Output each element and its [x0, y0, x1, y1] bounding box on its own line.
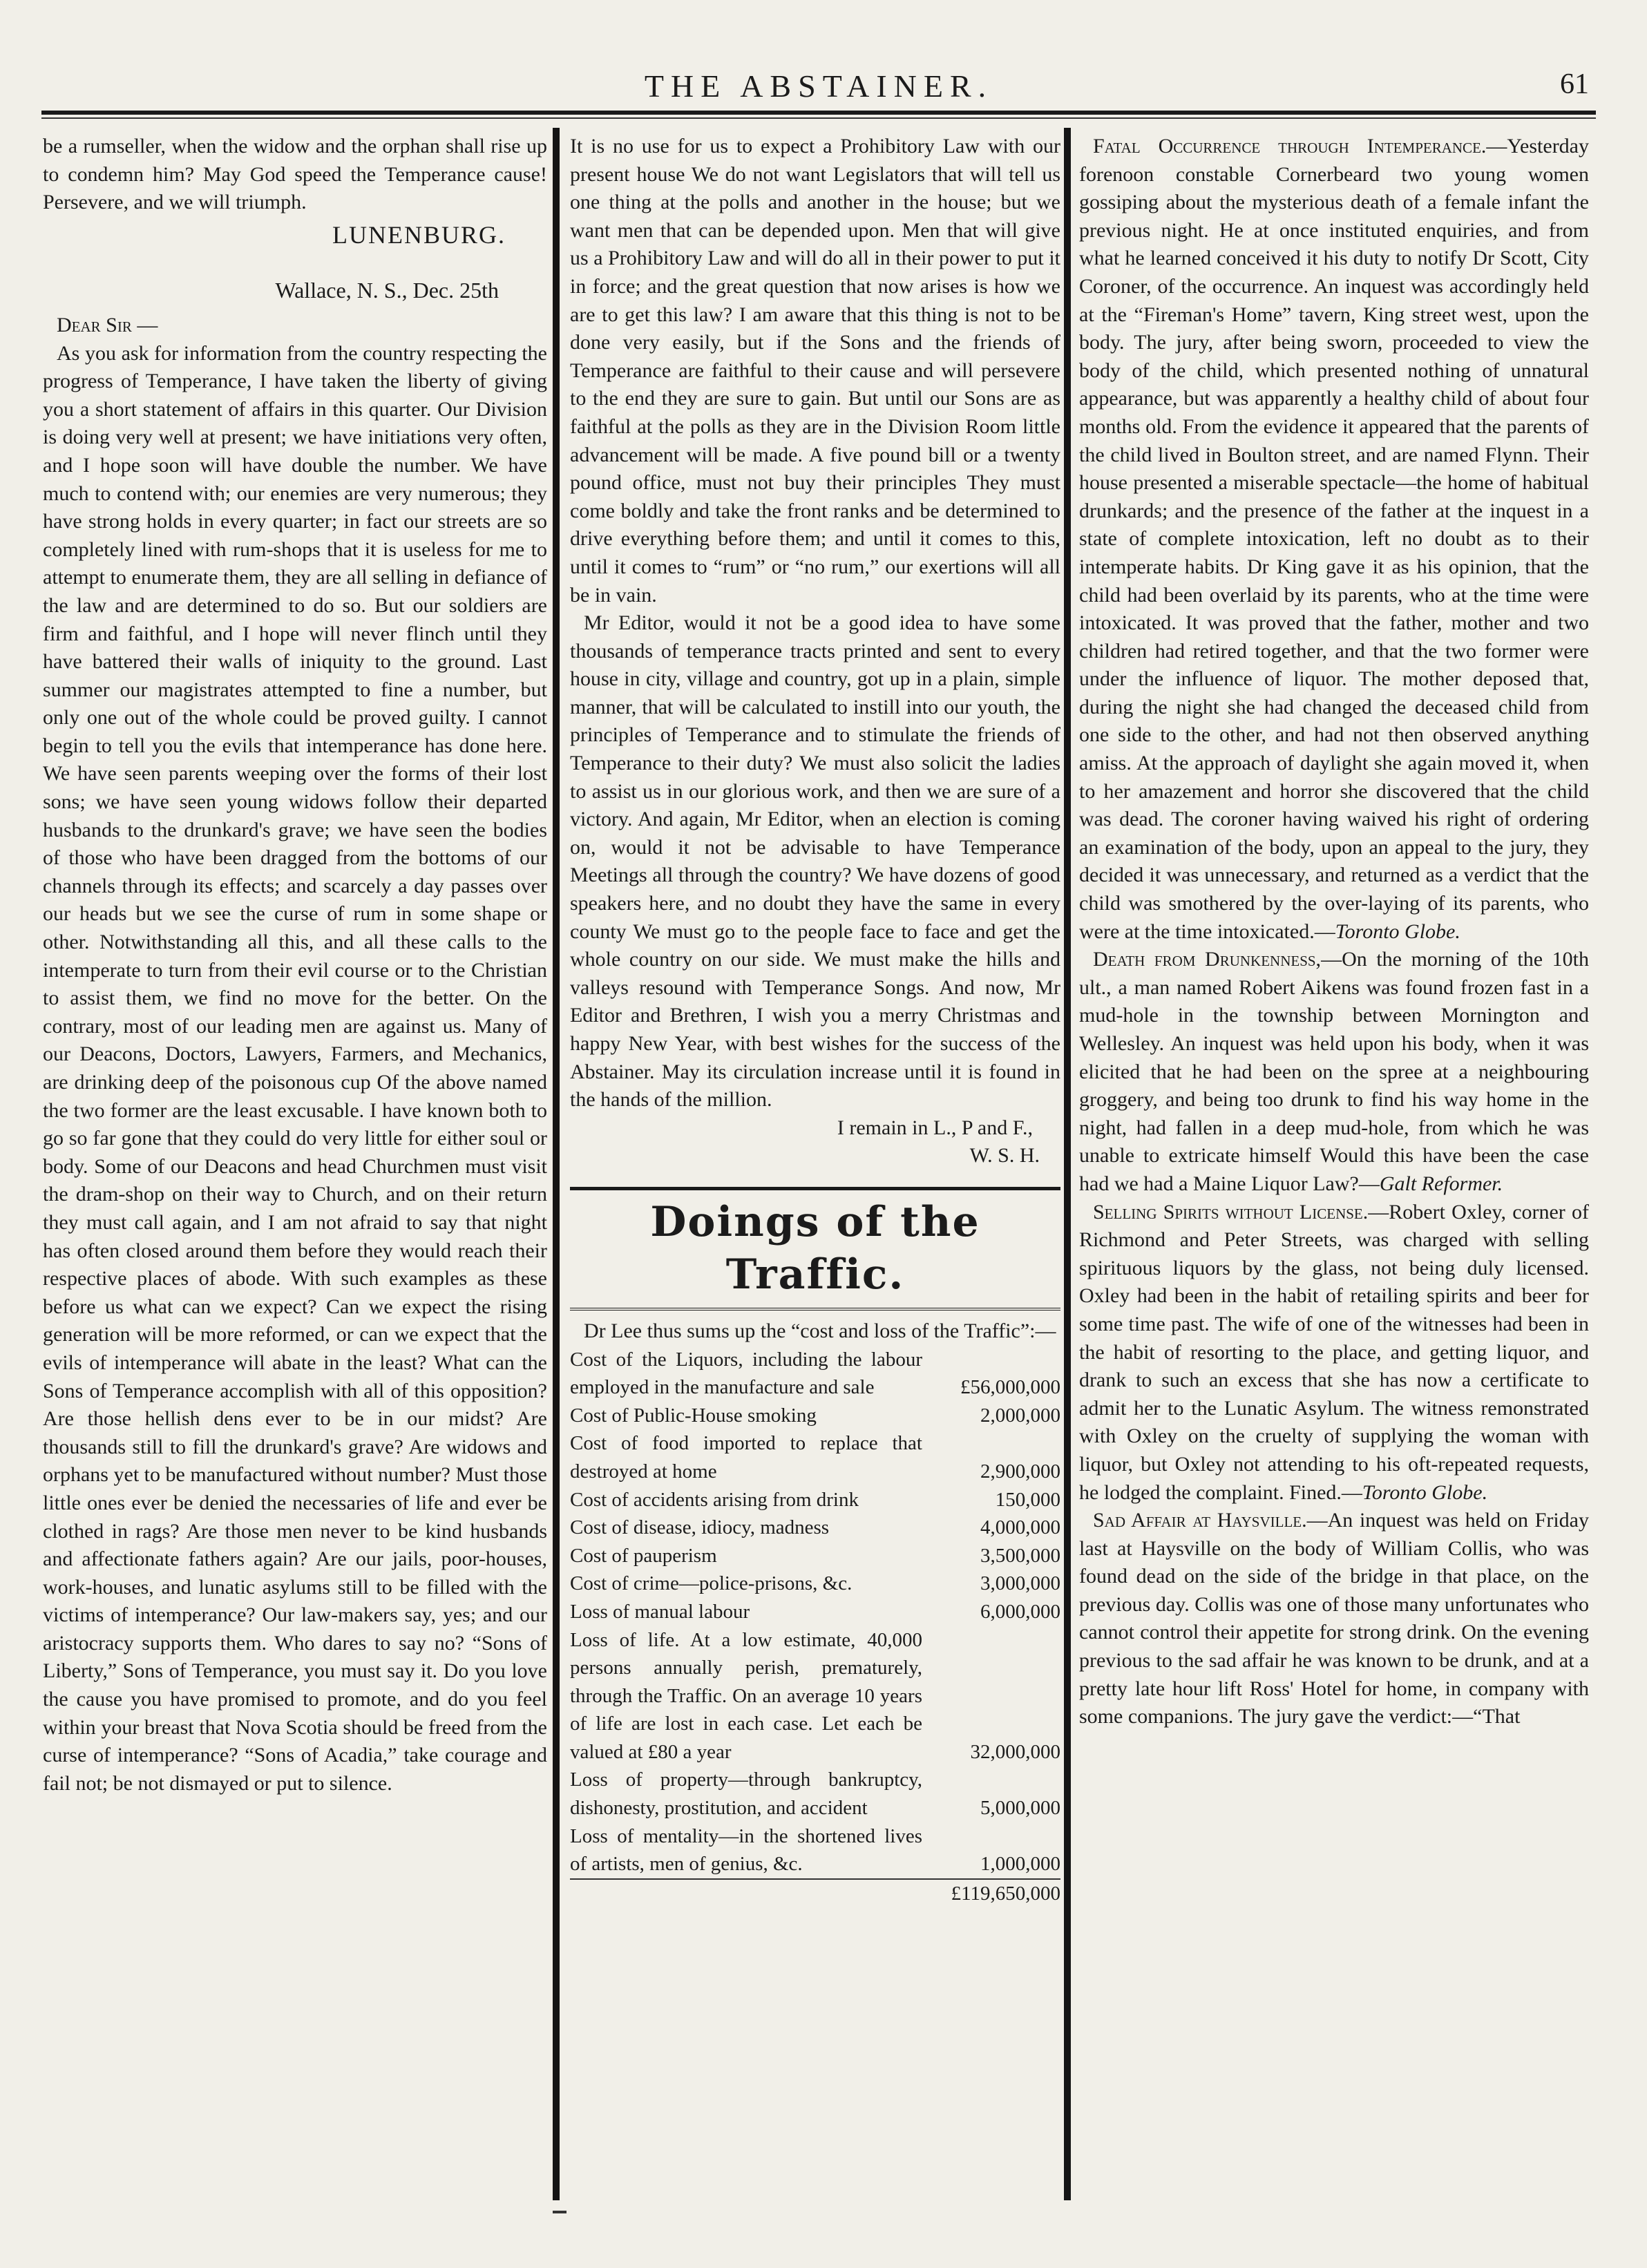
- cost-amount: £56,000,000: [960, 1376, 1060, 1399]
- col1-dateline: Wallace, N. S., Dec. 25th: [275, 278, 499, 303]
- table-row: [570, 1542, 1060, 1570]
- header-rule: [41, 111, 1596, 115]
- article-sad-affair-haysville: [1079, 1507, 1589, 1731]
- article-heading: Selling Spirits without License.: [1093, 1200, 1369, 1223]
- article-source: Galt Reformer.: [1379, 1172, 1503, 1195]
- header-rule-thin: [41, 117, 1596, 119]
- column-1: [43, 133, 547, 1798]
- cost-label: Loss of life. At a low estimate, 40,000 persons annually perish, prematurely, through the Traffic. On an average 10 years of life are lost in each case. Let each be valued at £80 a year: [570, 1628, 922, 1763]
- table-row: [570, 1514, 1060, 1542]
- table-row: [570, 1822, 1060, 1879]
- column-rule-1: [553, 128, 560, 2200]
- column-2: [570, 133, 1060, 1907]
- table-row: [570, 1402, 1060, 1430]
- table-row: [570, 1570, 1060, 1598]
- cost-amount: 1,000,000: [980, 1853, 1060, 1876]
- cost-label: Cost of Public-House smoking: [570, 1404, 817, 1427]
- cost-label: Cost of food imported to replace that destroyed at home: [570, 1432, 922, 1483]
- cost-amount: 3,000,000: [980, 1572, 1060, 1595]
- cost-label: Cost of crime—police-prisons, &c.: [570, 1572, 853, 1595]
- cost-label: Cost of disease, idiocy, madness: [570, 1516, 830, 1539]
- cost-amount: 150,000: [995, 1488, 1060, 1511]
- cost-total: £119,650,000: [922, 1879, 1060, 1908]
- section-heading-doings-of-the-traffic: Doings of the Traffic.: [570, 1187, 1060, 1311]
- table-row: [570, 1626, 1060, 1766]
- table-row: [570, 1429, 1060, 1485]
- cost-amount: 5,000,000: [980, 1797, 1060, 1820]
- col2-initials: W. S. H.: [969, 1144, 1040, 1168]
- article-selling-spirits: [1079, 1199, 1589, 1507]
- cost-label: Cost of pauperism: [570, 1544, 717, 1567]
- table-row: [570, 1346, 1060, 1402]
- page-foot-mark: [553, 2211, 567, 2213]
- cost-amount: 6,000,000: [980, 1600, 1060, 1623]
- article-heading: Fatal Occurrence through Intemperance.: [1093, 135, 1487, 158]
- table-row: [570, 1766, 1060, 1822]
- masthead: [41, 61, 1596, 115]
- cost-label: Cost of accidents arising from drink: [570, 1488, 859, 1511]
- cost-label: Cost of the Liquors, including the labour employed in the manufacture and sale: [570, 1348, 922, 1399]
- cost-amount: 3,500,000: [980, 1544, 1060, 1567]
- column-3: [1079, 133, 1589, 1731]
- table-row: [570, 1486, 1060, 1514]
- column-rule-2: [1064, 128, 1071, 2200]
- cost-label: Loss of manual labour: [570, 1600, 750, 1623]
- col2-paragraph-2: Mr Editor, would it not be a good idea to have some thousands of temperance tracts printed and sent to every house in city, village and country, got up in a plain, simple manner, that will be calculated to instill into our youth, the principles of Temperance and to stimulate the friends of Temperance to their duty? We must also solicit the ladies to assist us in our glorious work, and then we are sure of a victory. And again, Mr Editor, when an election is coming on, would it not be advisable to have Temperance Meetings all through the country? We have dozens of good speakers here, and no doubt they have the same in every county We must go to the people face to face and get the whole country on our side. We must make the hills and valleys resound with Temperance Songs. And now, Mr Editor and Brethren, I wish you a merry Christmas and happy New Year, with best wishes for the success of the Abstainer. May its circulation increase until it is found in the hands of the million.: [570, 611, 1060, 1112]
- cost-amount: 2,000,000: [980, 1404, 1060, 1427]
- article-body: —Yesterday forenoon constable Cornerbeard two young women gossiping about the mysterious death of a female infant the previous night. He at once instituted enquiries, and from what he learned conceived it his duty to notify Dr Scott, City Coroner, of the occurrence. An inquest was accordingly held at the “Fireman's Home” tavern, King street west, upon the body. The jury, after being sworn, proceeded to view the body of the child, which presented nothing of unnatural appearance, but was apparently a healthy child of about four months old. From the evidence it appeared that the parents of the child lived in Boulton street, and are named Flynn. Their house presented a miserable spectacle—the home of habitual drunkards; and the presence of the father at the inquest in a state of complete intoxication, left no doubt as to their intemperate habits. Dr King gave it as his opinion, that the child had been overlaid by its parents, who at the time were intoxicated. It was proved that the father, mother and two children had retired together, and that the two former were under the influence of liquor. The mother deposed that, during the night she had changed the deceased child from one side to the other, and had not then observed anything amiss. At the approach of daylight she again moved it, when to her amazement and horror she discovered that the child was dead. The coroner having waived his right of ordering an examination of the body, upon an appeal to the jury, they decided it was unnecessary, and returned as a verdict that the child was smothered by the over-laying of its parents, who were at the time intoxicated.—: [1079, 135, 1589, 943]
- article-source: Toronto Globe.: [1362, 1480, 1488, 1504]
- article-heading: Death from Drunkenness,: [1093, 948, 1322, 971]
- col2-paragraph-1: It is no use for us to expect a Prohibitory Law with our present house We do not want Legislators that will tell us one thing at the polls and another in the house; but we want men that can be depended upon. Men that will give us a Prohibitory Law and will do all in their power to put it in force; and the great question that now arises is how we are to get this law? I am aware that this thing is not to be done very easily, but if the Sons and the friends of Temperance are faithful to their cause and will persevere to the end they are sure to gain. But until our Sons are as faithful at the polls as they are in the Division Room little advancement will be made. A five pound bill or a twenty pound office, must not buy their principles They must come boldly and take the front ranks and be determined to drive everything before them; and until it comes to this, until it comes to “rum” or “no rum,” our exertions will all be in vain.: [570, 135, 1060, 607]
- col1-signature: LUNENBURG.: [332, 220, 506, 249]
- col1-letter-body: As you ask for information from the country respecting the progress of Temperance, I have taken the liberty of giving you a short statement of affairs in this quarter. Our Division is doing very well at present; we have initiations very often, and I hope soon will have double the number. We have much to contend with; our enemies are very numerous; they have strong holds in every quarter; in fact our streets are so completely lined with rum-shops that it is useless for me to attempt to enumerate them, they are all selling in defiance of the law and are determined to do so. But our soldiers are firm and faithful, and I hope will never flinch until they have battered their walls of iniquity to the ground. Last summer our magistrates attempted to fine a number, but only one out of the whole could be proved guilty. I cannot begin to tell you the evils that intemperance has done here. We have seen parents weeping over the forms of their lost sons; we have seen young widows follow their departed husbands to the drunkard's grave; we have seen the bodies of those who have been dragged from the bottoms of our channels through its effects; and scarcely a day passes over our heads but we see the curse of rum in some shape or other. Notwithstanding all this, and all these calls to the intemperate to turn from their evil course or to the Christian to assist them, we find no move for the better. On the contrary, most of our leading men are against us. Many of our Deacons, Doctors, Lawyers, Farmers, and Mechanics, are drinking deep of the poisonous cup Of the above named the two former are the least excusable. I have known both to go so far gone that they could do very little for either soul or body. Some of our Deacons and head Churchmen must visit the dram-shop on their way to Church, and on their return they must call again, and I am not afraid to say that night has often closed around them before they would reach their respective places of abode. With such examples as these before us what can we expect? Can we expect the rising generation will be more reformed, or can we expect that the evils of intemperance will abate in the least? What can the Sons of Temperance accomplish with all of this opposition? Are those hellish dens ever to be in our midst? Are thousands still to fill the drunkard's grave? Are widows and orphans yet to be manufactured without number? Must those little ones ever be denied the necessaries of life and ever be clothed in rags? Are those men never to be kind husbands and affectionate fathers again? Are our jails, poor-houses, work-houses, and lunatic asylums still to be filled with the victims of intemperance? Our law-makers say, yes; and our aristocracy supports them. Who dares to say no? “Sons of Liberty,” Sons of Temperance, you must say it. Do you love the cause you have promised to promote, and do you feel within your breast that Nova Scotia should be freed from the curse of intemperance? “Sons of Acadia,” take courage and fail not; be not dismayed or put to silence.: [43, 341, 547, 1795]
- cost-label: Loss of mentality—in the shortened lives of artists, men of genius, &c.: [570, 1824, 922, 1876]
- article-heading: Sad Affair at Haysville.: [1093, 1509, 1307, 1532]
- article-fatal-occurrence: [1079, 133, 1589, 946]
- article-source: Toronto Globe.: [1335, 919, 1460, 943]
- col1-opening-paragraph: be a rumseller, when the widow and the orphan shall rise up to condemn him? May God speed the Temperance cause! Persevere, and we will triumph.: [43, 135, 547, 214]
- article-body: —On the morning of the 10th ult., a man named Robert Aikens was found frozen fast in a mud-hole in the township between Mornington and Wellesley. An inquest was held upon his body, when it was elicited that he had been on the spree at a neighbouring groggery, and being too drunk to find his way home in the night, had fallen in a deep mud-hole, from which he was unable to extricate himself Would this have been the case had we had a Maine Liquor Law?—: [1079, 948, 1589, 1195]
- page-title: THE ABSTAINER.: [644, 68, 993, 104]
- article-body: —An inquest was held on Friday last at Haysville on the body of William Collis, who was found dead on the side of the bridge in that place, on the previous day. Collis was one of those many unfortunates who cannot control their appetite for strong drink. On the evening previous to the sad affair he was known to be drunk, and at a pretty late hour lift Ross' Hotel for home, in company with some companions. The jury gave the verdict:—“That: [1079, 1509, 1589, 1728]
- article-body: —Robert Oxley, corner of Richmond and Peter Streets, was charged with selling spirituous liquors by the glass, not being duly licensed. Oxley had been in the habit of retailing spirits and beer for some time past. The wife of one of the witnesses had been in the habit of resorting to the place, and getting liquor, and drank to such an excess that she has now a certificate to admit her to the Lunatic Asylum. The witness remonstrated with Oxley on the cruelty of supplying the woman with liquor, but Oxley not attending to his oft-repeated requests, he lodged the complaint. Fined.—: [1079, 1200, 1589, 1504]
- cost-amount: 4,000,000: [980, 1516, 1060, 1539]
- page-number: 61: [1560, 68, 1589, 100]
- traffic-cost-table: [570, 1346, 1060, 1908]
- article-death-from-drunkenness: [1079, 946, 1589, 1198]
- col1-salutation: Dear Sir —: [57, 313, 158, 336]
- cost-amount: 2,900,000: [980, 1460, 1060, 1483]
- cost-label: Loss of property—through bankruptcy, dishonesty, prostitution, and accident: [570, 1769, 922, 1820]
- cost-amount: 32,000,000: [970, 1740, 1060, 1763]
- col2-closing: I remain in L., P and F.,: [837, 1116, 1033, 1139]
- table-total-row: [570, 1879, 1060, 1908]
- table-row: [570, 1598, 1060, 1626]
- traffic-intro: Dr Lee thus sums up the “cost and loss of the Traffic”:—: [584, 1319, 1056, 1342]
